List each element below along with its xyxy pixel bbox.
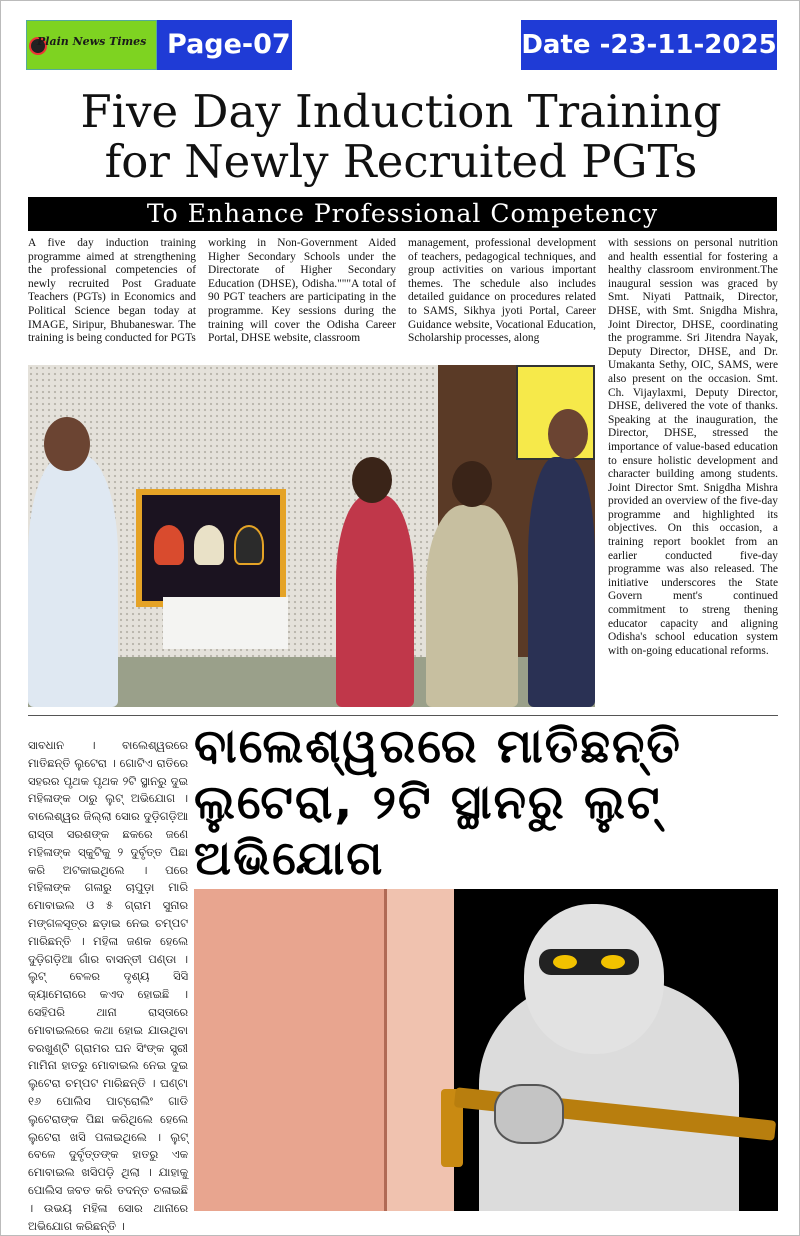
thief-eye [601, 955, 625, 969]
person-4-head [548, 409, 588, 459]
thief-eye [553, 955, 577, 969]
story1-column-3: management, professional development of teachers, pedagogical techniques, and group activities on various important themes. The schedule also includes detailed guidance on procedures related to SAMS, Sikhya jyoti Portal, Career Guidance website, Vocational Education, Scholarship processes, along [408, 237, 596, 345]
story1-headline-line1: Five Day Induction Training [80, 85, 722, 138]
issue-date: Date -23-11-2025 [521, 20, 777, 70]
thief-mask [539, 949, 639, 975]
person-1-head [44, 417, 90, 471]
section-divider [28, 715, 778, 716]
deity-figure [234, 525, 264, 565]
thief-illustration [194, 889, 778, 1211]
page-number: Page-07 [157, 20, 292, 70]
story1-column-2: working in Non-Government Aided Higher Secondary Schools under the Directorate of Higher Secondary Education (DHSE), Odisha."""A total of 90 PGT teachers are participating in the programme. Key sessions during the training will cover the Odisha Career Portal, DHSE website, classroom [208, 237, 396, 345]
story1-headline-line2: for Newly Recruited PGTs [104, 135, 698, 188]
masthead-logo [26, 20, 157, 70]
thief-glove [494, 1084, 564, 1144]
training-inauguration-photo [28, 365, 595, 707]
person-4 [528, 457, 595, 707]
logo-text: Plain News Times [37, 35, 147, 48]
story1-headline [21, 87, 781, 187]
person-1 [28, 455, 118, 707]
story2-headline: ବାଲେଶ୍ୱରରେ ମାତିଛନ୍ତି ଲୁଟେରା, ୨ଟି ସ୍ଥାନରୁ ଲୁଟ୍ ଅଭିଯୋଗ [194, 719, 682, 886]
story1-subheadline: To Enhance Professional Competency [28, 197, 777, 231]
deity-frame [136, 489, 286, 607]
person-2 [336, 495, 414, 707]
person-3 [426, 505, 518, 707]
person-2-head [352, 457, 392, 503]
thief-head [524, 904, 664, 1054]
deity-figure [154, 525, 184, 565]
door [194, 889, 384, 1211]
draped-table [163, 597, 288, 649]
story1-column-4: with sessions on personal nutrition and health essential for fostering a healthy classroom environment.The inaugural session was graced by Smt. Niyati Pattnaik, Director, DHSE, with Smt. Snigdha Mishra, Joint Director, DHSE, coordinating the programme. Sri Jitendra Nayak, Deputy Director, DHSE, and Dr. Umakanta Sethy, OIC, SAMS, were also present on the occasion. Smt. Ch. Vijaylaxmi, Deputy Director, DHSE, delivered the vote of thanks. Speaking at the inauguration, the Director, DHSE, stressed the importance of value-based education to ensure holistic development and character building among students. Joint Director Smt. Snigdha Mishra provided an overview of the five-day programme and highlighted its objectives. On this occasion, a training report booklet from an earlier conducted five-day programme was also released. The initiative underscores the State Govern ment's continued commitment to streng thening educator capacity and aligning Odisha's school education system with on-going educational reforms. [608, 237, 778, 657]
story2-body: ସାବଧାନ । ବାଲେଶ୍ୱରରେ ମାତିଛନ୍ତି ଲୁଟେରା । ଗୋଟିଏ ରାତିରେ ସହରର ପୃଥକ ପୃଥକ ୨ଟି ସ୍ଥାନରୁ ଦୁଇ ମହିଳାଙ୍କ ଠାରୁ ଲୁଟ୍ ଅଭିଯୋଗ । ବାଲେଶ୍ୱର ଜିଲ୍ଲା ସୋର ଦୁଡ଼ିଗଡ଼ିଆ ରାସ୍ତା ସରଶଙ୍କ ଛକରେ ଜଣେ ମହିଳାଙ୍କ ସ୍କୁଟିକୁ ୨ ଦୁର୍ବୃତ୍ତ ପିଛା କରି ଅଟକାଇଥିଲେ । ପରେ ମହିଳାଙ୍କ ଗଳାରୁ ଚାପୁଡ଼ା ମାରି ମୋବାଇଲ ଓ ୫ ଗ୍ରାମ ସୁନାର ମଙ୍ଗଳସୂତ୍ର ଛଡ଼ାଇ ନେଇ ଚମ୍ପଟ ମାରିଛନ୍ତି । ମହିଳା ଜଣକ ହେଲେ ଦୁଡ଼ିଗଡ଼ିଆ ଗାଁର ବାସନ୍ତୀ ପଣ୍ଡା । ଲୁଟ୍ ବେଳର ଦୃଶ୍ୟ ସିସି କ୍ୟାମେରାରେ କଏଦ ହୋଇଛି । ସେହିପରି ଥାନା ରାସ୍ତାରେ ମୋବାଇଲରେ କଥା ହୋଇ ଯାଉଥିବା ବରଖୁଣ୍ଟି ଗ୍ରାମର ଘନ ସିଂଙ୍କ ସ୍ତ୍ରୀ ମାମିନା ହାତରୁ ମୋବାଇଲ ନେଇ ଦୁଇ ଲୁଟେରା ଚମ୍ପଟ ମାରିଛନ୍ତି । ଘଣ୍ଟା ୧୬ ପୋଲିସ ପାଟ୍ରୋଲିଂ ଗାଡି ଲୁଟେରାଙ୍କ ପିଛା କରିଥିଲେ ହେଲେ ଲୁଟେରା ଖସି ପଳାଇଥିଲେ । ଲୁଟ୍ ବେଳେ ଦୁର୍ବୃତ୍ତଙ୍କ ହାତରୁ ଏକ ମୋବାଇଲ ଖସିପଡ଼ି ଥିଲା । ଯାହାକୁ ପୋଲିସ ଜବତ କରି ତଦନ୍ତ ଚଳାଇଛି । ଉଭୟ ମହିଳା ସୋର ଥାନାରେ ଅଭିଯୋଗ କରିଛନ୍ତି । [28, 738, 188, 1233]
person-3-head [452, 461, 492, 507]
deity-figure [194, 525, 224, 565]
story1-column-1: A five day induction training programme aimed at strengthening the professional competencies of newly recruited Post Graduate Teachers (PGTs) in Economics and Political Science began today at IMAGE, Siripur, Bhubaneswar. The training is being conducted for PGTs [28, 237, 196, 345]
